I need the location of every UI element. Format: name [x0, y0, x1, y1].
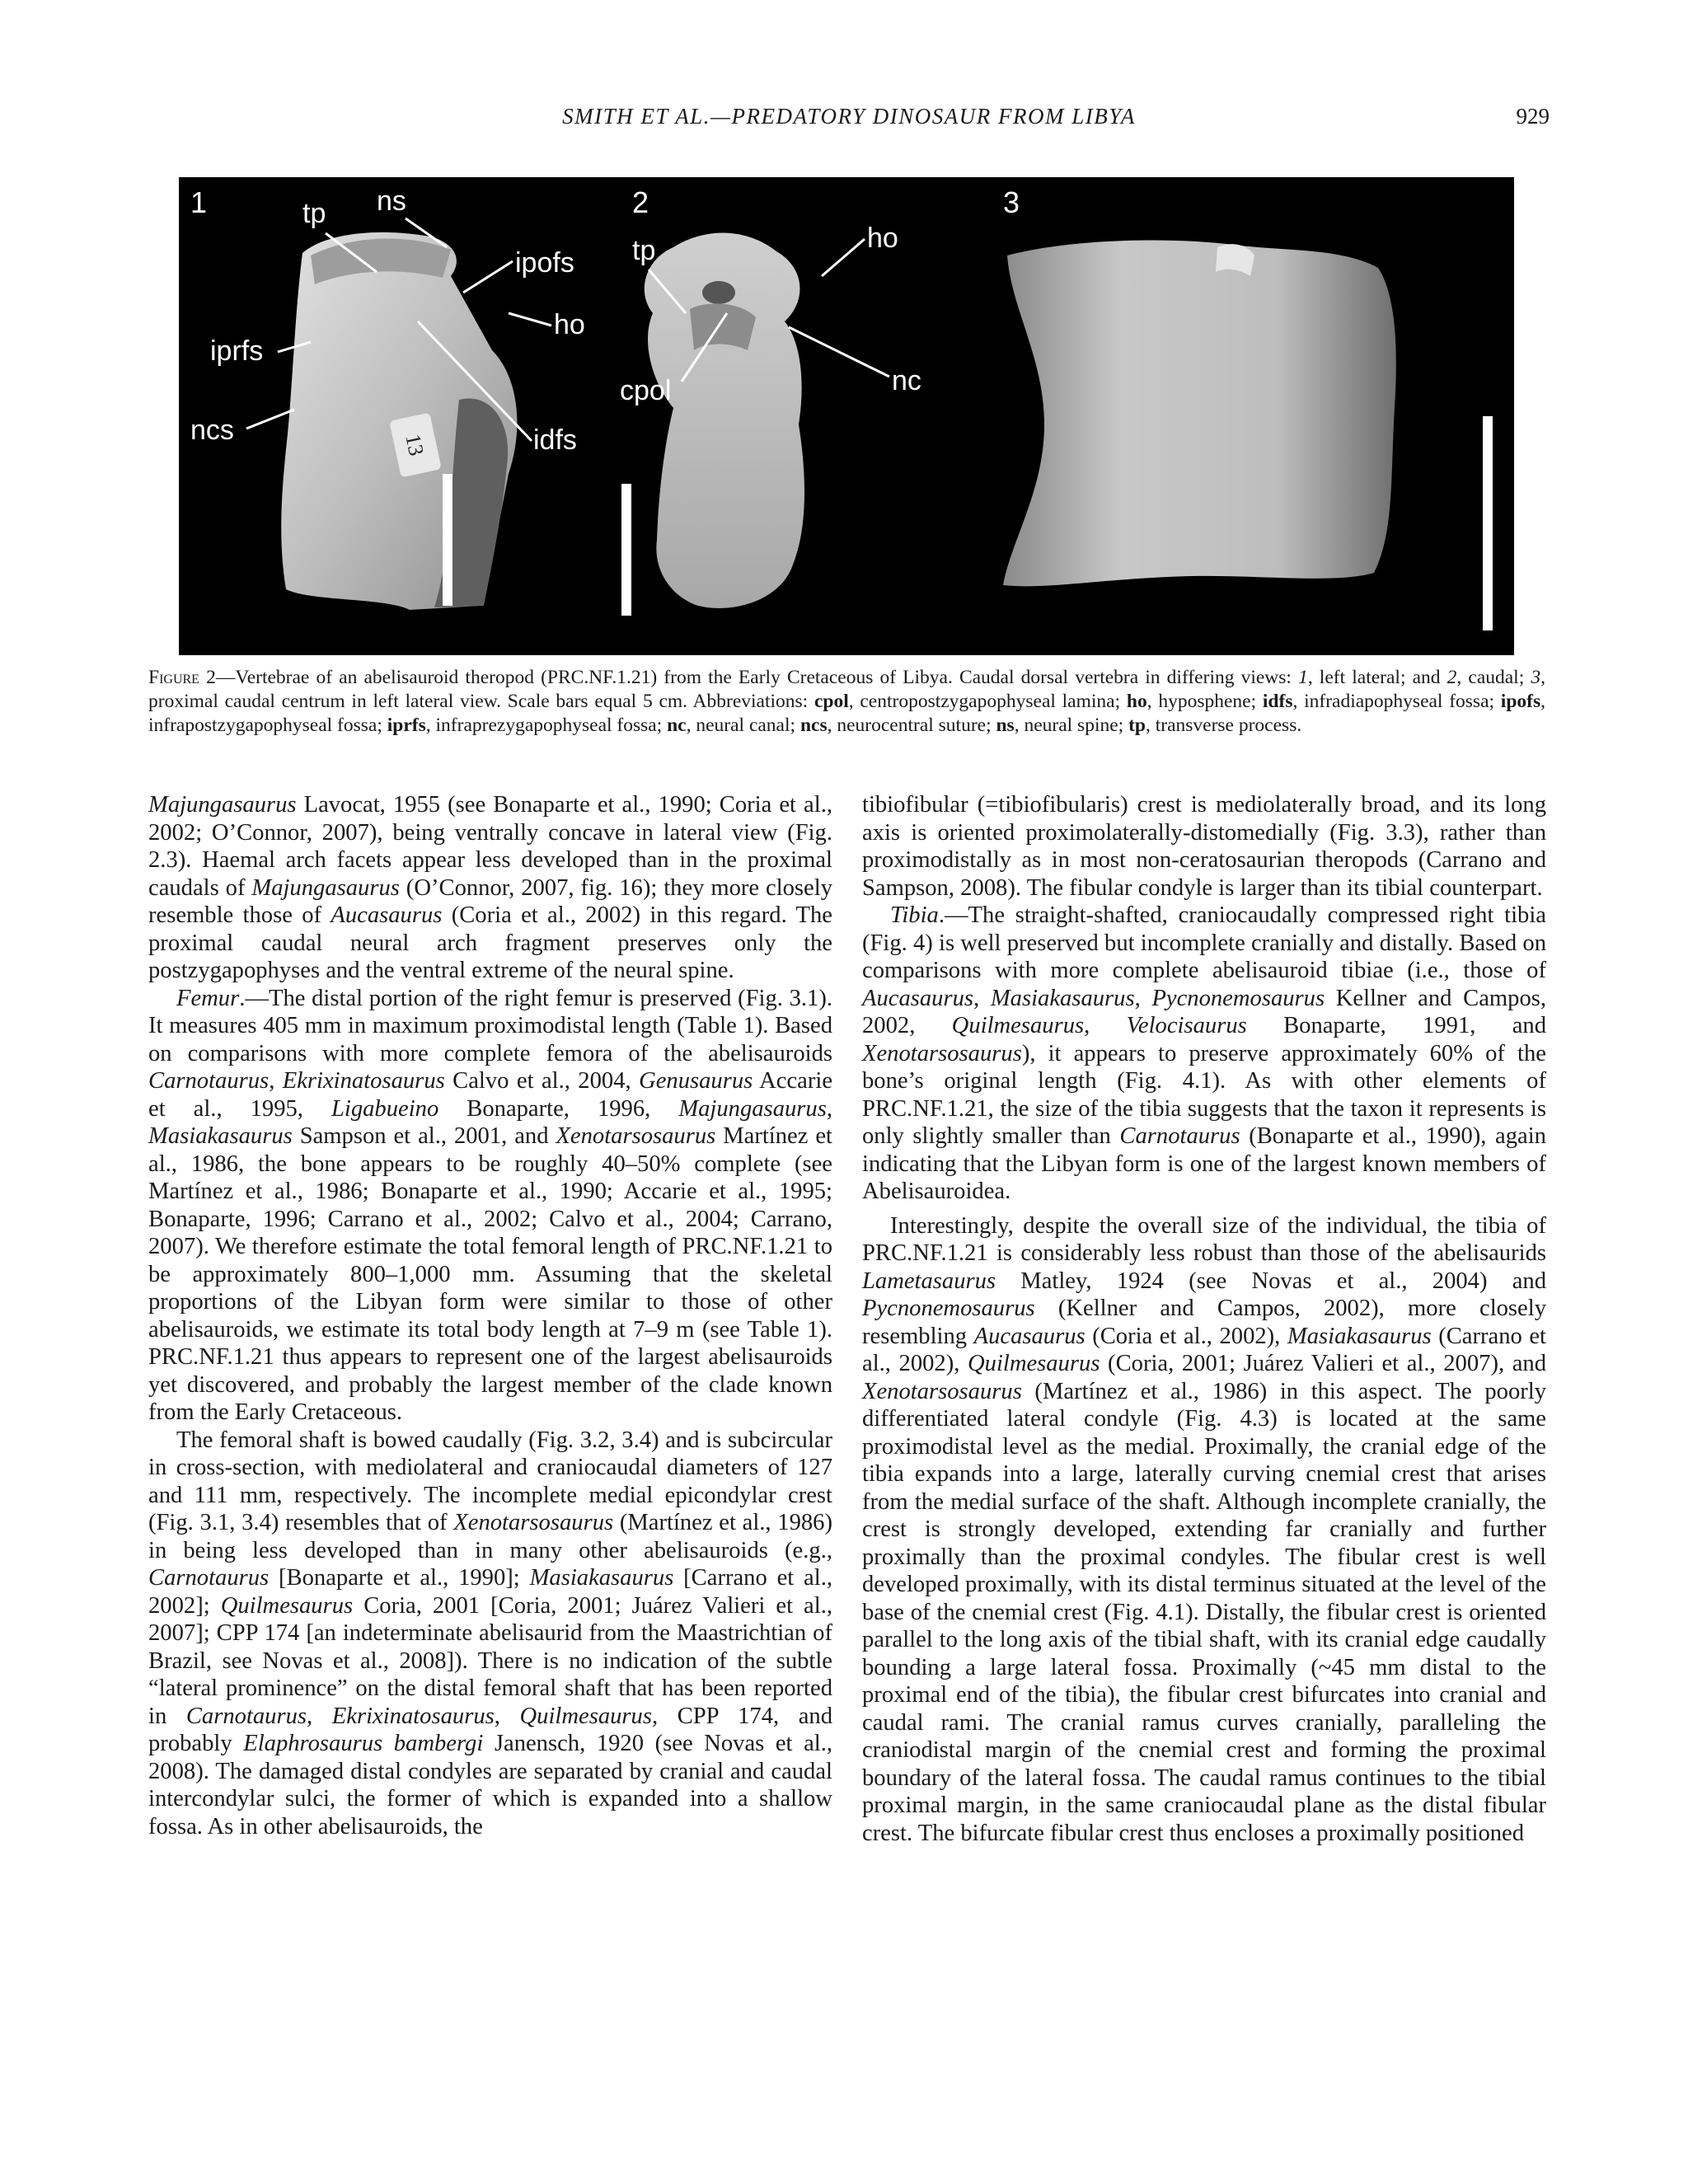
paragraph: Tibia.—The straight-shafted, craniocaudally compressed right tibia (Fig. 4) is well preserved but incomplete cranially and distally. Based on comparisons with more complete abelisauroid tibiae (i.e., those of Aucasaurus, Masiakasaurus, Pycnonemosaurus Kellner and Campos, 2002, Quilmesaurus, Velocisaurus Bonaparte, 1991, and Xenotarsosaurus), it appears to preserve approximately 60% of the bone’s original length (Fig. 4.1). As with other elements of PRC.NF.1.21, the size of the tibia suggests that the taxon it represents is only slightly smaller than Carnotaurus (Bonaparte et al., 1990), again indicating that the Libyan form is one of the largest known members of Abelisauroidea. — [862, 902, 1547, 1204]
label-tp-panel2: tp — [632, 235, 656, 266]
label-idfs: idfs — [533, 424, 577, 456]
abbr-term: tp — [1128, 715, 1146, 736]
figure-2 — [179, 177, 1514, 655]
abbr-definition: , infrapostzygapophyseal fossa; — [148, 691, 1545, 736]
abbr-definition: , infraprezygapophyseal fossa; — [425, 715, 668, 736]
abbr-definition: , neurocentral suture; — [827, 715, 996, 736]
scale-bar-3 — [1483, 416, 1493, 630]
abbr-definition: , transverse process. — [1145, 715, 1302, 736]
abbr-definition: , neural spine; — [1014, 715, 1129, 736]
figure-2-image — [179, 177, 1514, 655]
abbr-term: idfs — [1262, 691, 1293, 712]
label-nc: nc — [892, 365, 921, 396]
label-cpol: cpol — [620, 375, 672, 406]
label-ncs: ncs — [190, 415, 234, 446]
specimen-tag-number: 13 — [401, 432, 429, 458]
abbr-definition: , neural canal; — [686, 715, 800, 736]
abbr-term: ns — [996, 715, 1015, 736]
panel-number-2: 2 — [632, 185, 649, 219]
abbr-term: iprfs — [387, 715, 426, 736]
abbr-term: ho — [1126, 691, 1147, 712]
abbr-term: ipofs — [1500, 691, 1541, 712]
paragraph: Interestingly, despite the overall size of the individual, the tibia of PRC.NF.1.21 is considerably less robust than those of the abelisaurids Lametasaurus Matley, 1924 (see Novas et al., 2004) and Pycnonemosaurus (Kellner and Campos, 2002), more closely resembling Aucasaurus (Coria et al., 2002), Masiakasaurus (Carrano et al., 2002), Quilmesaurus (Coria, 2001; Juárez Valieri et al., 2007), and Xenotarsosaurus (Martínez et al., 1986) in this aspect. The poorly differentiated lateral condyle (Fig. 4.3) is located at the same proximodistal level as the medial. Proximally, the cranial edge of the tibia expands into a large, laterally curving cnemial crest that arises from the medial surface of the shaft. Although incomplete cranially, the crest is strongly developed, extending far cranially and further proximally than the proximal condyles. The fibular crest is well developed proximally, with its distal terminus situated at the level of the base of the cnemial crest (Fig. 4.1). Distally, the fibular crest is oriented parallel to the long axis of the tibial shaft, with its cranial edge caudally bounding a large lateral fossa. Proximally (~45 mm distal to the proximal end of the tibia), the fibular crest bifurcates into cranial and caudal rami. The cranial ramus curves cranially, paralleling the craniodistal margin of the cnemial crest and forming the proximal boundary of the lateral fossa. The caudal ramus continues to the tibial proximal margin, in the same craniocaudal plane as the distal fibular crest. The bifurcate fibular crest thus encloses a proximally positioned — [862, 1212, 1546, 1846]
label-tp-panel1: tp — [302, 198, 326, 229]
scale-bar-1 — [443, 474, 452, 606]
label-ho-panel1: ho — [554, 309, 585, 340]
abbr-definition: , infradiapophyseal fossa; — [1292, 691, 1501, 712]
running-header — [148, 104, 1550, 137]
panel-number-1: 1 — [190, 185, 208, 219]
page-number: 929 — [1516, 104, 1550, 129]
abbr-term: nc — [667, 715, 687, 736]
figure-caption: Figure 2—Vertebrae of an abelisauroid theropod (PRC.NF.1.21) from the Early Cretaceous of Libya. Caudal dorsal vertebra in differing views: 1, left lateral; and 2, caudal; 3, proximal caudal centrum in left lateral view. Scale bars equal 5 cm. Abbreviations: cpol, centropostzygapophyseal lamina; ho, hyposphene; idfs, infradiapophyseal fossa; ipofs, infrapostzygapophyseal fossa; iprfs, infraprezygapophyseal fossa; nc, neural canal; ncs, neurocentral suture; ns, neural spine; tp, transverse process. — [148, 667, 1545, 736]
abbr-definition: , hyposphene; — [1146, 691, 1263, 712]
label-ns-panel1: ns — [377, 185, 406, 217]
caption-label: Figure 2 — [148, 667, 216, 688]
panel-3-caudal-centrum — [1003, 240, 1396, 586]
panel-number-3: 3 — [1003, 185, 1020, 219]
label-ho-panel2: ho — [867, 223, 898, 254]
scale-bar-2 — [621, 484, 631, 616]
paragraph: The femoral shaft is bowed caudally (Fig. 3.2, 3.4) and is subcircular in cross-section, with mediolateral and craniocaudal diameters of 127 and 111 mm, respectively. The incomplete medial epicondylar crest (Fig. 3.1, 3.4) resembles that of Xenotarsosaurus (Martínez et al., 1986) in being less developed than in many other abelisauroids (e.g., Carnotaurus [Bonaparte et al., 1990]; Masiakasaurus [Carrano et al., 2002]; Quilmesaurus Coria, 2001 [Coria, 2001; Juárez Valieri et al., 2007]; CPP 174 [an indeterminate abelisaurid from the Maastrichtian of Brazil, see Novas et al., 2008]). There is no indication of the subtle “lateral prominence” on the distal femoral shaft that has been reported in Carnotaurus, Ekrixinatosaurus, Quilmesaurus, CPP 174, and probably Elaphrosaurus bambergi Janensch, 1920 (see Novas et al., 2008). The damaged distal condyles are separated by cranial and caudal intercondylar sulci, the former of which is expanded into a shallow fossa. As in other abelisauroids, the — [148, 1427, 833, 1840]
paragraph: Femur.—The distal portion of the right femur is preserved (Fig. 3.1). It measures 405 mm in maximum proximodistal length (Table 1). Based on comparisons with more complete femora of the abelisauroids Carnotaurus, Ekrixinatosaurus Calvo et al., 2004, Genusaurus Accarie et al., 1995, Ligabueino Bonaparte, 1996, Majungasaurus, Masiakasaurus Sampson et al., 2001, and Xenotarsosaurus Martínez et al., 1986, the bone appears to be roughly 40–50% complete (see Martínez et al., 1986; Bonaparte et al., 1990; Accarie et al., 1995; Bonaparte, 1996; Carrano et al., 2002; Calvo et al., 2004; Carrano, 2007). We therefore estimate the total femoral length of PRC.NF.1.21 to be approximately 800–1,000 mm. Assuming that the skeletal proportions of the Libyan form were similar to those of other abelisauroids, we estimate its total body length at 7–9 m (see Table 1). PRC.NF.1.21 thus appears to represent one of the largest abelisauroids yet discovered, and probably the largest member of the clade known from the Early Cretaceous. — [148, 985, 833, 1425]
running-title: SMITH ET AL.—PREDATORY DINOSAUR FROM LIBYA — [562, 104, 1136, 129]
right-column — [862, 791, 1546, 1847]
paragraph: Majungasaurus Lavocat, 1955 (see Bonaparte et al., 1990; Coria et al., 2002; O’Connor, 2007), being ventrally concave in lateral view (Fig. 2.3). Haemal arch facets appear less developed than in the proximal caudals of Majungasaurus (O’Connor, 2007, fig. 16); they more closely resemble those of Aucasaurus (Coria et al., 2002) in this regard. The proximal caudal neural arch fragment preserves only the postzygapophyses and the ventral extreme of the neural spine. — [148, 792, 832, 983]
left-column — [148, 791, 832, 1840]
paragraph: tibiofibular (=tibiofibularis) crest is mediolaterally broad, and its long axis is oriented proximolaterally-distomedially (Fig. 3.3), rather than proximodistally as in most non-ceratosaurian theropods (Carrano and Sampson, 2008). The fibular condyle is larger than its tibial counterpart. — [862, 792, 1546, 901]
label-iprfs: iprfs — [210, 335, 264, 367]
abbr-term: ncs — [799, 715, 828, 736]
label-ipofs: ipofs — [515, 247, 574, 279]
abbr-term: cpol — [814, 691, 849, 712]
abbr-definition: , centropostzygapophyseal lamina; — [848, 691, 1127, 712]
